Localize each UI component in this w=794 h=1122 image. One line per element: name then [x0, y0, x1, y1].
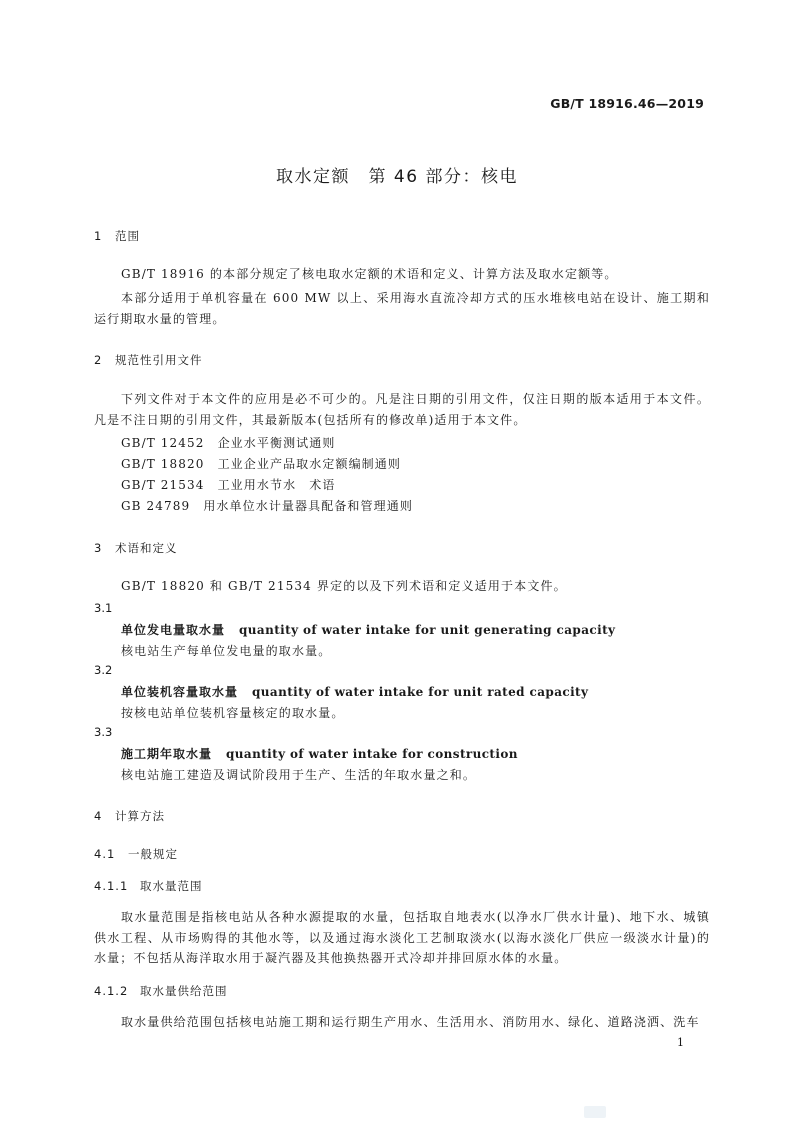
term-definition: 按核电站单位装机容量核定的取水量。 — [121, 706, 345, 720]
term-heading — [121, 683, 588, 700]
section-number: 4 — [94, 809, 103, 823]
normative-reference — [121, 455, 401, 472]
section-1-heading — [94, 228, 140, 244]
section-1-paragraph-1: GB/T 18916 的本部分规定了核电取水定额的术语和定义、计算方法及取水定额等。 — [121, 267, 618, 281]
section-title: 计算方法 — [115, 809, 165, 823]
section-4-heading — [94, 808, 165, 824]
reference-code: GB/T 12452 — [121, 436, 205, 450]
section-3-heading — [94, 540, 178, 556]
subsection-4-1-1-heading — [94, 878, 203, 894]
section-number: 1 — [94, 229, 103, 243]
subsection-number: 4.1 — [94, 847, 116, 861]
reference-title: 工业企业产品取水定额编制通则 — [217, 457, 401, 471]
scan-mark — [584, 1106, 606, 1118]
term-definition: 核电站生产每单位发电量的取水量。 — [121, 644, 332, 658]
term-english: quantity of water intake for unit generating capacity — [239, 623, 616, 637]
page-number: 1 — [677, 1036, 684, 1049]
term-english: quantity of water intake for construction — [226, 747, 518, 761]
term-number: 3.2 — [94, 663, 113, 677]
normative-reference — [121, 476, 335, 493]
subsection-number: 4.1.2 — [94, 984, 129, 998]
subsection-4-1-2-heading — [94, 983, 228, 999]
subsection-4-1-1-paragraph: 取水量范围是指核电站从各种水源提取的水量，包括取自地表水(以净水厂供水计量)、地下水、城镇供水工程、从市场购得的其他水等，以及通过海水淡化工艺制取淡水(以海水淡化厂供应一级淡水计量)的水量；不包括从海洋取水用于凝汽器及其他换热器开式冷却并排回原水体的水量。 — [94, 910, 710, 966]
subsection-number: 4.1.1 — [94, 879, 129, 893]
section-title: 规范性引用文件 — [115, 353, 203, 367]
section-2-intro: 下列文件对于本文件的应用是必不可少的。凡是注日期的引用文件，仅注日期的版本适用于本文件。凡是不注日期的引用文件，其最新版本(包括所有的修改单)适用于本文件。 — [94, 392, 710, 427]
section-1-paragraph-2: 本部分适用于单机容量在 600 MW 以上、采用海水直流冷却方式的压水堆核电站在设计、施工期和运行期取水量的管理。 — [94, 291, 710, 326]
term-heading — [121, 745, 518, 762]
term-chinese: 单位装机容量取水量 — [121, 685, 239, 699]
subsection-4-1-heading — [94, 846, 178, 862]
subsection-4-1-2-paragraph: 取水量供给范围包括核电站施工期和运行期生产用水、生活用水、消防用水、绿化、道路浇洒、洗车 — [121, 1015, 700, 1029]
section-number: 2 — [94, 353, 103, 367]
section-title: 范围 — [115, 229, 140, 243]
reference-code: GB 24789 — [121, 499, 191, 513]
document-title: 取水定额 第 46 部分：核电 — [276, 167, 518, 187]
subsection-title: 取水量范围 — [140, 879, 203, 893]
term-definition: 核电站施工建造及调试阶段用于生产、生活的年取水量之和。 — [121, 768, 477, 782]
normative-reference — [121, 434, 335, 451]
standard-code: GB/T 18916.46—2019 — [550, 96, 704, 111]
term-number: 3.3 — [94, 725, 113, 739]
normative-reference — [121, 497, 413, 514]
term-chinese: 单位发电量取水量 — [121, 623, 226, 637]
reference-code: GB/T 18820 — [121, 457, 205, 471]
reference-title: 工业用水节水 术语 — [217, 478, 336, 492]
section-3-intro: GB/T 18820 和 GB/T 21534 界定的以及下列术语和定义适用于本文件。 — [121, 579, 567, 593]
term-chinese: 施工期年取水量 — [121, 747, 213, 761]
reference-code: GB/T 21534 — [121, 478, 205, 492]
reference-title: 企业水平衡测试通则 — [217, 436, 336, 450]
term-heading — [121, 621, 615, 638]
term-english: quantity of water intake for unit rated capacity — [252, 685, 589, 699]
section-2-heading — [94, 352, 203, 368]
reference-title: 用水单位水计量器具配备和管理通则 — [203, 499, 413, 513]
term-number: 3.1 — [94, 601, 113, 615]
section-number: 3 — [94, 541, 103, 555]
subsection-title: 一般规定 — [128, 847, 178, 861]
section-title: 术语和定义 — [115, 541, 178, 555]
subsection-title: 取水量供给范围 — [140, 984, 228, 998]
